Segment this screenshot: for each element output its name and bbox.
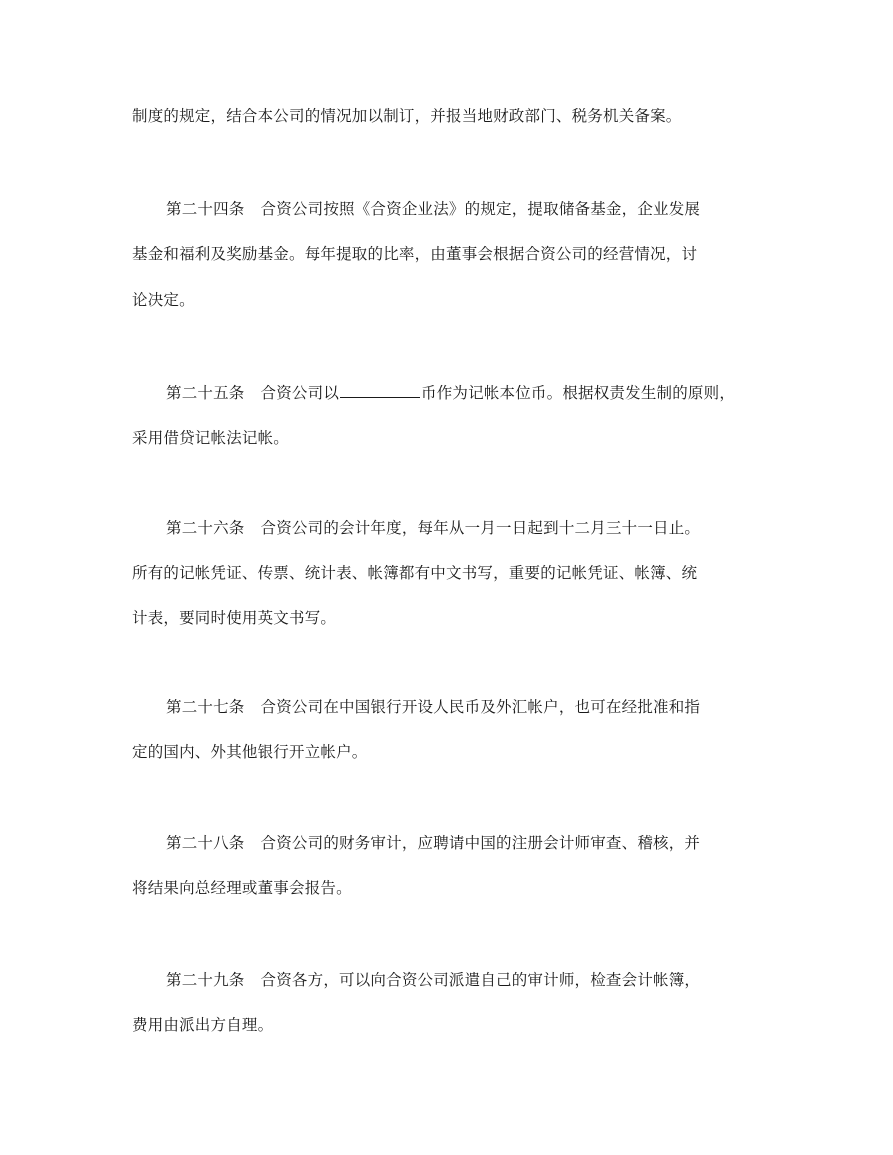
line-text: 合资各方，可以向合资公司派遣自己的审计师，检查会计帐簿， bbox=[260, 971, 701, 989]
line-text: 费用由派出方自理。 bbox=[132, 1016, 274, 1034]
line-text: 论决定。 bbox=[132, 291, 195, 309]
paragraph-line bbox=[132, 563, 697, 583]
line-text: 所有的记帐凭证、传票、统计表、帐簿都有中文书写，重要的记帐凭证、帐簿、统 bbox=[132, 564, 698, 582]
paragraph-line bbox=[132, 428, 289, 448]
paragraph-line bbox=[132, 878, 352, 898]
article-first-line bbox=[166, 518, 700, 538]
article-first-line bbox=[166, 970, 700, 990]
fill-in-blank bbox=[340, 383, 420, 398]
article-first-line bbox=[166, 383, 735, 403]
article-number: 第二十八条 bbox=[166, 834, 245, 852]
article-number: 第二十六条 bbox=[166, 519, 245, 537]
paragraph-line bbox=[132, 1015, 273, 1035]
line-text: 合资公司的会计年度，每年从一月一日起到十二月三十一日止。 bbox=[260, 519, 701, 537]
line-text: 定的国内、外其他银行开立帐户。 bbox=[132, 743, 368, 761]
line-text: 采用借贷记帐法记帐。 bbox=[132, 429, 290, 447]
article-first-line bbox=[166, 697, 700, 717]
paragraph-line bbox=[132, 290, 195, 310]
line-text: 合资公司的财务审计，应聘请中国的注册会计师审查、稽核，并 bbox=[260, 834, 701, 852]
line-text: 将结果向总经理或董事会报告。 bbox=[132, 879, 352, 897]
line-text: 基金和福利及奖励基金。每年提取的比率，由董事会根据合资公司的经营情况，讨 bbox=[132, 245, 698, 263]
line-text: 合资公司在中国银行开设人民币及外汇帐户，也可在经批准和指 bbox=[260, 698, 701, 716]
article-first-line bbox=[166, 199, 700, 219]
paragraph-line bbox=[132, 106, 682, 126]
paragraph-line bbox=[132, 742, 368, 762]
line-text: 制度的规定，结合本公司的情况加以制订，并报当地财政部门、税务机关备案。 bbox=[132, 107, 682, 125]
article-number: 第二十五条 bbox=[166, 384, 245, 402]
article-number: 第二十四条 bbox=[166, 200, 245, 218]
line-text: 币作为记帐本位币。根据权责发生制的原则， bbox=[421, 384, 736, 402]
article-number: 第二十九条 bbox=[166, 971, 245, 989]
line-text: 计表，要同时使用英文书写。 bbox=[132, 609, 337, 627]
article-first-line bbox=[166, 833, 700, 853]
paragraph-line bbox=[132, 608, 336, 628]
article-number: 第二十七条 bbox=[166, 698, 245, 716]
paragraph-line bbox=[132, 244, 697, 264]
line-text: 合资公司按照《合资企业法》的规定，提取储备基金，企业发展 bbox=[260, 200, 701, 218]
line-text: 合资公司以 bbox=[260, 384, 340, 402]
